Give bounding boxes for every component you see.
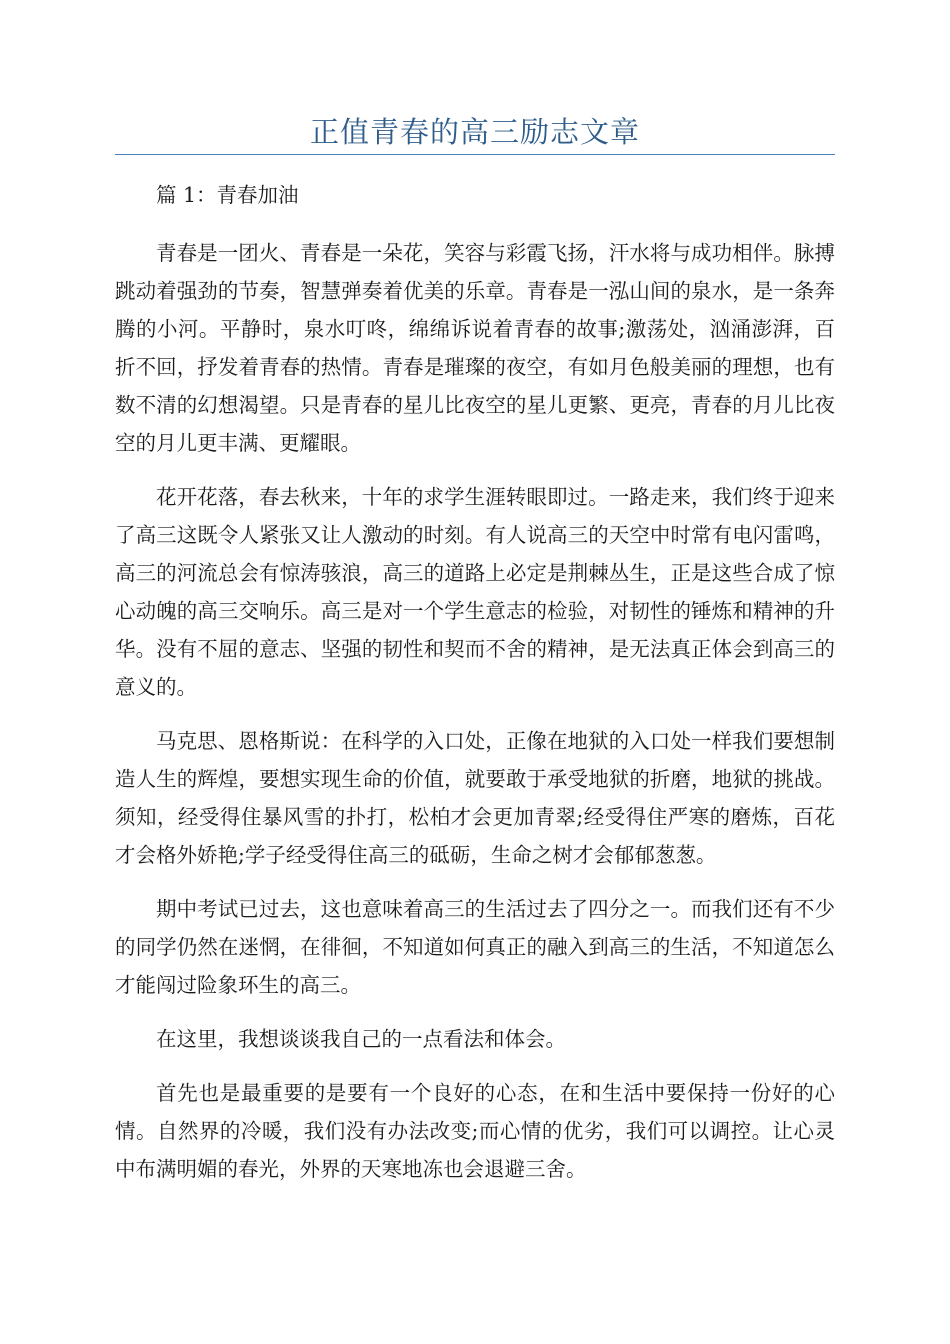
title-underline [115, 154, 835, 155]
document-title: 正值青春的高三励志文章 [309, 115, 640, 149]
paragraph: 在这里，我想谈谈我自己的一点看法和体会。 [156, 1027, 566, 1051]
paragraph: 期中考试已过去，这也意味着高三的生活过去了四分之一。而我们还有不少的同学仍然在迷惘，在徘徊，不知道如何真正的融入到高三的生活，不知道怎么才能闯过险象环生的高三。 [115, 897, 835, 997]
section-heading: 篇 1：青春加油 [156, 183, 299, 207]
paragraph: 马克思、恩格斯说：在科学的入口处，正像在地狱的入口处一样我们要想制造人生的辉煌，要想实现生命的价值，就要敢于承受地狱的折磨，地狱的挑战。须知，经受得住暴风雪的扑打，松柏才会更加青翠;经受得住严寒的磨炼，百花才会格外娇艳;学子经受得住高三的砥砺，生命之树才会郁郁葱葱。 [115, 729, 835, 867]
paragraph: 首先也是最重要的是要有一个良好的心态，在和生活中要保持一份好的心情。自然界的冷暖，我们没有办法改变;而心情的优劣，我们可以调控。让心灵中布满明媚的春光，外界的天寒地冻也会退避三舍。 [115, 1081, 835, 1181]
paragraph: 青春是一团火、青春是一朵花，笑容与彩霞飞扬，汗水将与成功相伴。脉搏跳动着强劲的节奏，智慧弹奏着优美的乐章。青春是一泓山间的泉水，是一条奔腾的小河。平静时，泉水叮咚，绵绵诉说着青春的故事;激荡处，汹涌澎湃，百折不回，抒发着青春的热情。青春是璀璨的夜空，有如月色般美丽的理想，也有数不清的幻想渴望。只是青春的星儿比夜空的星儿更繁、更亮，青春的月儿比夜空的月儿更丰满、更耀眼。 [115, 241, 835, 455]
document-body [115, 176, 835, 1204]
paragraph: 花开花落，春去秋来，十年的求学生涯转眼即过。一路走来，我们终于迎来了高三这既令人紧张又让人激动的时刻。有人说高三的天空中时常有电闪雷鸣，高三的河流总会有惊涛骇浪，高三的道路上必定是荆棘丛生，正是这些合成了惊心动魄的高三交响乐。高三是对一个学生意志的检验，对韧性的锤炼和精神的升华。没有不屈的意志、坚强的韧性和契而不舍的精神，是无法真正体会到高三的意义的。 [115, 485, 835, 699]
